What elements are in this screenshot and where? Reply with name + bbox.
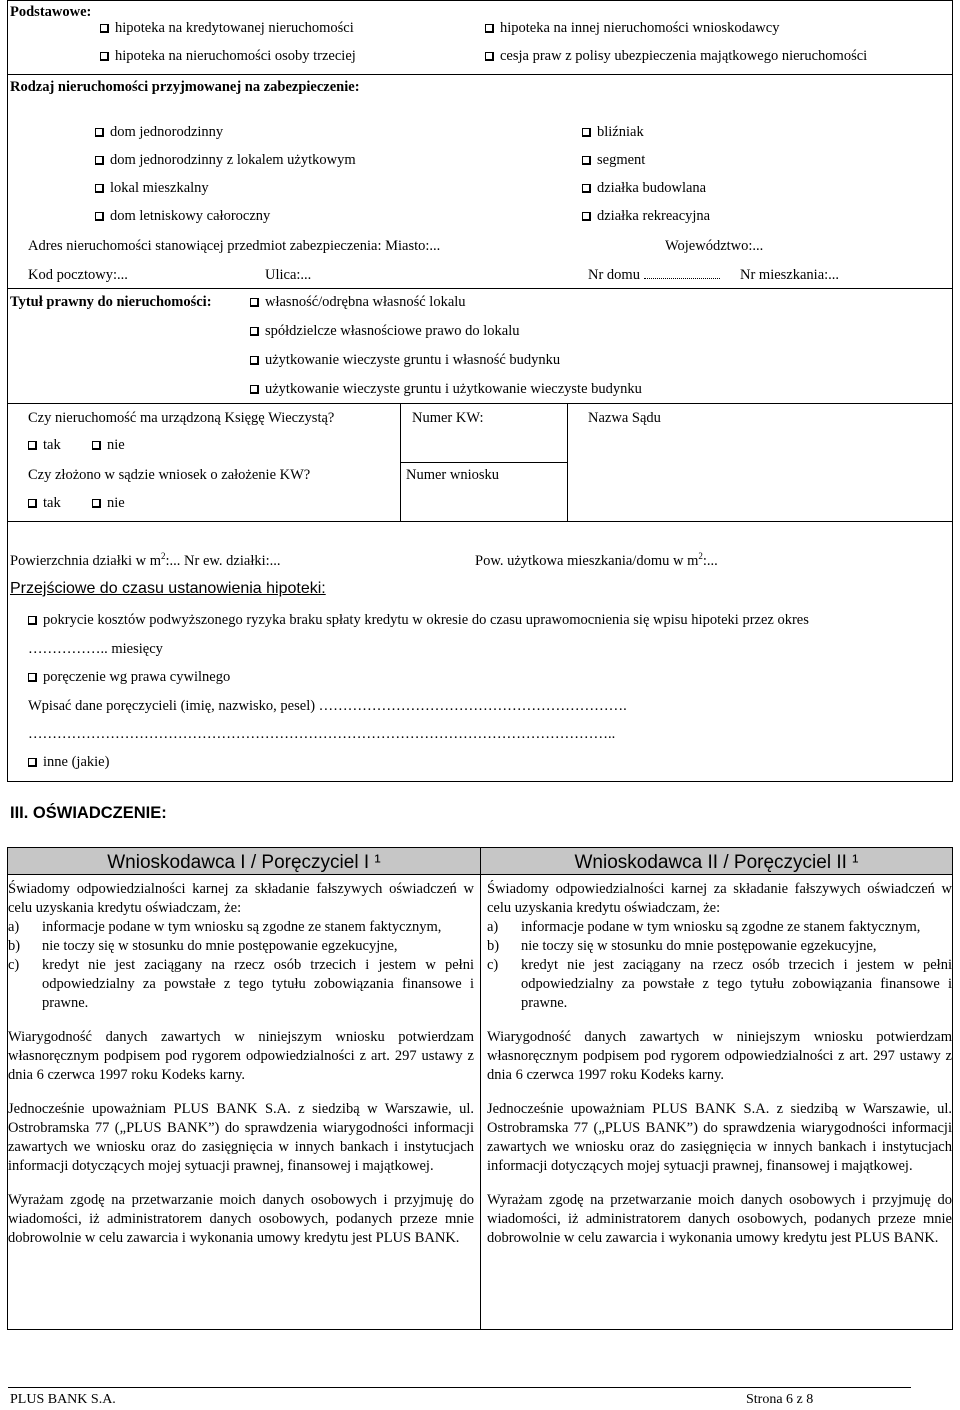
checkbox-icon[interactable] — [250, 327, 259, 336]
checkbox-icon[interactable] — [582, 128, 591, 137]
property-right-4[interactable]: działka rekreacyjna — [582, 208, 710, 225]
plot-area-field[interactable]: Powierzchnia działki w $m^2$:... Nr ew. działki:... — [10, 551, 281, 569]
kw-no-option[interactable]: nie — [92, 437, 125, 454]
checkbox-icon[interactable] — [485, 24, 494, 33]
declaration-item-a: a) informacje podane w tym wniosku są zgodne ze stanem faktycznym, — [487, 919, 921, 935]
declaration-col-2 — [487, 880, 952, 1248]
declaration-intro: Świadomy odpowiedzialności karnej za składanie fałszywych oświadczeń w celu uzyskania kredytu oświadczam, że: — [487, 881, 952, 916]
checkbox-icon[interactable] — [582, 212, 591, 221]
divider — [400, 462, 567, 463]
checkbox-icon[interactable] — [100, 52, 109, 61]
checkbox-icon[interactable] — [582, 184, 591, 193]
legal-title-option-1[interactable]: własność/odrębna własność lokalu — [250, 294, 466, 311]
checkbox-icon[interactable] — [95, 212, 104, 221]
checkbox-icon[interactable] — [92, 499, 101, 508]
legal-title-option-4[interactable]: użytkowanie wieczyste gruntu i użytkowanie wieczyste budynku — [250, 381, 642, 398]
basic-option-4[interactable]: cesja praw z polisy ubezpieczenia majątkowego nieruchomości — [485, 48, 867, 65]
basic-option-2[interactable]: hipoteka na innej nieruchomości wnioskodawcy — [485, 20, 779, 37]
declaration-paragraph: Jednocześnie upoważniam PLUS BANK S.A. z siedzibą w Warszawie, ul. Ostrobramska 77 („PLUS BANK”) do sprawdzenia wiarygodności informacji zawartych we wniosku oraz do zasięgnięcia w innych bankach i instytucjach informacji dotyczących mojej sytuacji prawnej, finansowej i majątkowej. — [8, 1101, 474, 1174]
divider — [8, 521, 952, 522]
declaration-intro: Świadomy odpowiedzialności karnej za składanie fałszywych oświadczeń w celu uzyskania kredytu oświadczam, że: — [8, 881, 474, 916]
interim-title: Przejściowe do czasu ustanowienia hipoteki: — [10, 580, 326, 597]
property-right-2[interactable]: segment — [582, 152, 645, 169]
voivodeship-field[interactable]: Województwo:... — [665, 238, 764, 254]
property-left-2[interactable]: dom jednorodzinny z lokalem użytkowym — [95, 152, 356, 169]
declaration-paragraph: Wiarygodność danych zawartych w niniejszym wniosku potwierdzam własnoręcznym podpisem pod rygorem odpowiedzialności z art. 297 ustawy z dnia 6 czerwca 1997 roku Kodeks karny. — [487, 1029, 952, 1083]
col1-title: Wnioskodawca I / Poręczyciel I ¹ — [107, 852, 381, 873]
usable-area-field[interactable]: Pow. użytkowa mieszkania/domu w $m^2$:... — [475, 551, 718, 569]
declaration-item-b: b) nie toczy się w stosunku do mnie postępowanie egzekucyjne, — [8, 938, 398, 954]
legal-title-option-2[interactable]: spółdzielcze własnościowe prawo do lokalu — [250, 323, 519, 340]
kw-application-question: Czy złożono w sądzie wniosek o założenie KW? — [28, 467, 311, 483]
checkbox-icon[interactable] — [95, 156, 104, 165]
divider — [480, 847, 481, 1330]
declaration-item-c: c) kredyt nie jest zaciągany na rzecz osób trzecich i jestem w pełni odpowiedzialny za powstałe z tego tytułu zobowiązania finansowe i prawne. — [8, 957, 474, 1011]
col2-title: Wnioskodawca II / Poręczyciel II ¹ — [574, 852, 859, 873]
months-field[interactable]: …………….. miesięcy — [28, 641, 163, 657]
declaration-item-c: c) kredyt nie jest zaciągany na rzecz osób trzecich i jestem w pełni odpowiedzialny za powstałe z tego tytułu zobowiązania finansowe i prawne. — [487, 957, 952, 1011]
checkbox-icon[interactable] — [250, 356, 259, 365]
interim-option-2[interactable]: poręczenie wg prawa cywilnego — [28, 669, 230, 686]
declaration-paragraph: Jednocześnie upoważniam PLUS BANK S.A. z siedzibą w Warszawie, ul. Ostrobramska 77 („PLUS BANK”) do sprawdzenia wiarygodności informacji zawartych we wniosku oraz do zasięgnięcia w innych bankach i instytucjach informacji dotyczących mojej sytuacji prawnej, finansowej i majątkowej. — [487, 1101, 952, 1174]
address-line[interactable]: Adres nieruchomości stanowiącej przedmiot zabezpieczenia: Miasto:... — [28, 238, 441, 254]
property-left-4[interactable]: dom letniskowy całoroczny — [95, 208, 270, 225]
declaration-paragraph: Wyrażam zgodę na przetwarzanie moich danych osobowych i przyjmuję do wiadomości, iż administratorem danych osobowych, podanych przeze mnie dobrowolnie w celu zawarcia i wykonania umowy kredytu jest PLUS BANK. — [487, 1192, 952, 1246]
kw-yes-option[interactable]: tak — [28, 437, 61, 454]
declaration-item-b: b) nie toczy się w stosunku do mnie postępowanie egzekucyjne, — [487, 938, 877, 954]
declaration-col-1 — [8, 880, 474, 1248]
guarantors-dots[interactable]: ………………………………………………………………………………………………………….. — [28, 726, 616, 742]
divider — [8, 288, 952, 289]
divider — [8, 403, 952, 404]
application-number-label[interactable]: Numer wniosku — [406, 467, 500, 483]
checkbox-icon[interactable] — [485, 52, 494, 61]
basic-option-1[interactable]: hipoteka na kredytowanej nieruchomości — [100, 20, 354, 37]
checkbox-icon[interactable] — [92, 441, 101, 450]
kw-question: Czy nieruchomość ma urządzoną Księgę Wieczystą? — [28, 410, 335, 426]
postal-code-field[interactable]: Kod pocztowy:... — [28, 267, 128, 283]
property-left-1[interactable]: dom jednorodzinny — [95, 124, 223, 141]
court-name-label[interactable]: Nazwa Sądu — [588, 410, 661, 426]
divider — [567, 403, 568, 521]
checkbox-icon[interactable] — [100, 24, 109, 33]
checkbox-icon[interactable] — [28, 499, 37, 508]
property-right-1[interactable]: bliźniak — [582, 124, 644, 141]
divider — [8, 874, 952, 875]
house-number-field[interactable]: Nr domu — [588, 267, 720, 284]
section-title: III. OŚWIADCZENIE: — [10, 804, 167, 822]
checkbox-icon[interactable] — [582, 156, 591, 165]
kw-number-label[interactable]: Numer KW: — [412, 410, 484, 426]
declaration-paragraph: Wiarygodność danych zawartych w niniejszym wniosku potwierdzam własnoręcznym podpisem pod rygorem odpowiedzialności z art. 297 ustawy z dnia 6 czerwca 1997 roku Kodeks karny. — [8, 1029, 474, 1083]
property-title: Rodzaj nieruchomości przyjmowanej na zabezpieczenie: — [10, 79, 360, 95]
kw-app-no-option[interactable]: nie — [92, 495, 125, 512]
footer-company: PLUS BANK S.A. — [10, 1392, 116, 1407]
checkbox-icon[interactable] — [28, 441, 37, 450]
legal-title-option-3[interactable]: użytkowanie wieczyste gruntu i własność budynku — [250, 352, 560, 369]
checkbox-icon[interactable] — [250, 298, 259, 307]
guarantors-field[interactable]: Wpisać dane poręczycieli (imię, nazwisko, pesel) ………………………………………………………. — [28, 698, 627, 714]
basic-title: Podstawowe: — [10, 4, 92, 20]
basic-option-3[interactable]: hipoteka na nieruchomości osoby trzeciej — [100, 48, 356, 65]
declaration-item-a: a) informacje podane w tym wniosku są zgodne ze stanem faktycznym, — [8, 919, 442, 935]
checkbox-icon[interactable] — [95, 128, 104, 137]
declaration-paragraph: Wyrażam zgodę na przetwarzanie moich danych osobowych i przyjmuję do wiadomości, iż administratorem danych osobowych, podanych przeze mnie dobrowolnie w celu zawarcia i wykonania umowy kredytu jest PLUS BANK. — [8, 1192, 474, 1246]
checkbox-icon[interactable] — [28, 673, 37, 682]
footer-page-number: Strona 6 z 8 — [746, 1392, 814, 1407]
checkbox-icon[interactable] — [95, 184, 104, 193]
property-left-3[interactable]: lokal mieszkalny — [95, 180, 209, 197]
kw-app-yes-option[interactable]: tak — [28, 495, 61, 512]
checkbox-icon[interactable] — [28, 616, 37, 625]
footer-divider — [8, 1387, 911, 1388]
checkbox-icon[interactable] — [28, 758, 37, 767]
property-right-3[interactable]: działka budowlana — [582, 180, 706, 197]
flat-number-field[interactable]: Nr mieszkania:... — [740, 267, 840, 283]
interim-option-3[interactable]: inne (jakie) — [28, 754, 109, 771]
street-field[interactable]: Ulica:... — [265, 267, 312, 283]
checkbox-icon[interactable] — [250, 385, 259, 394]
interim-option-1[interactable]: pokrycie kosztów podwyższonego ryzyka braku spłaty kredytu w okresie do czasu uprawomocnienia się wpisu hipoteki przez okres — [28, 612, 809, 629]
legal-title-label: Tytuł prawny do nieruchomości: — [10, 294, 212, 310]
